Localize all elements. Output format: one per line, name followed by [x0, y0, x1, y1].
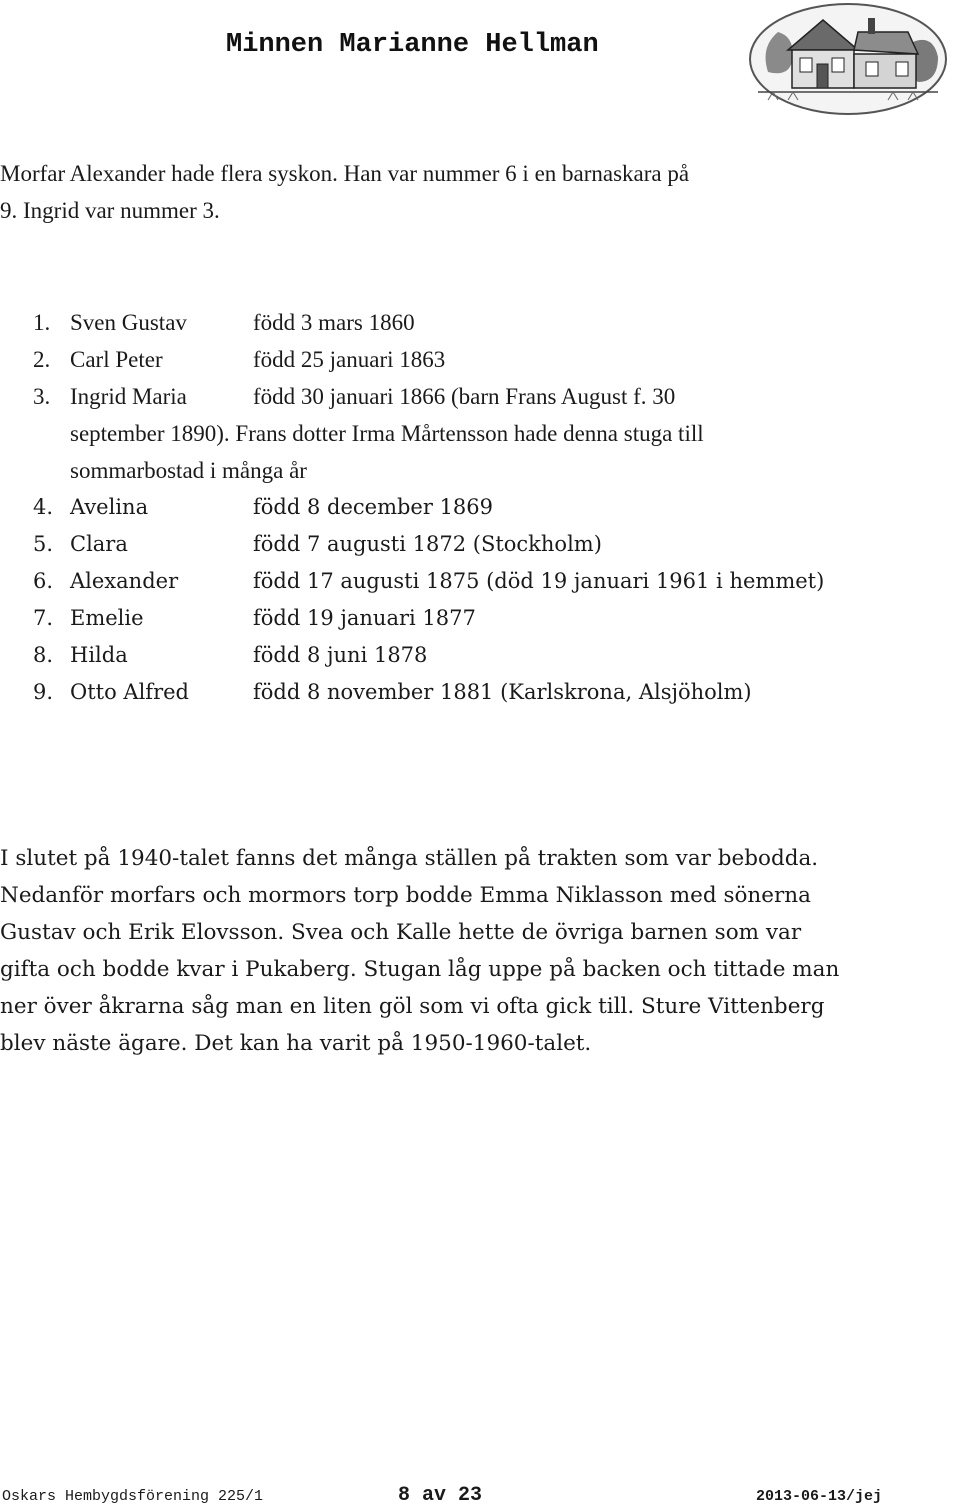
item-number: 7. — [33, 606, 54, 630]
sibling-name: Avelina — [70, 495, 149, 519]
sibling-birth: född 8 november 1881 (Karlskrona, Alsjöholm) — [253, 680, 752, 704]
sibling-name: Hilda — [70, 643, 128, 667]
item-number: 9. — [33, 680, 54, 704]
siblings-list — [0, 304, 940, 711]
page-header-title: Minnen Marianne Hellman — [226, 30, 599, 60]
list-item — [0, 674, 940, 711]
sibling-name: Carl Peter — [70, 347, 163, 372]
sibling-birth: född 8 juni 1878 — [253, 643, 428, 667]
item-number: 6. — [33, 569, 54, 593]
sibling-name: Alexander — [70, 569, 179, 593]
closing-line: blev näste ägare. Det kan ha varit på 1950-1960-talet. — [0, 1031, 592, 1056]
footer-date: 2013-06-13/jej — [755, 1488, 882, 1505]
note-line: september 1890). Frans dotter Irma Mårtensson hade denna stuga till — [70, 421, 704, 446]
sibling-birth: född 3 mars 1860 — [253, 310, 415, 335]
list-item — [0, 637, 940, 674]
item-number: 3. — [33, 384, 51, 409]
page-number: 8 av 23 — [398, 1484, 483, 1507]
list-item — [0, 600, 940, 637]
closing-line: gifta och bodde kvar i Pukaberg. Stugan låg uppe på backen och tittade man — [0, 957, 840, 982]
list-item — [0, 341, 940, 378]
list-item — [0, 378, 940, 489]
sibling-name: Ingrid Maria — [70, 384, 187, 409]
list-item — [0, 526, 940, 563]
item-number: 1. — [33, 310, 51, 335]
closing-line: ner över åkrarna såg man en liten göl som vi ofta gick till. Sture Vittenberg — [0, 994, 825, 1019]
list-item — [0, 489, 940, 526]
closing-line: Gustav och Erik Elovsson. Svea och Kalle hette de övriga barnen som var — [0, 920, 802, 945]
footer-organization: Oskars Hembygdsförening 225/1 — [2, 1488, 264, 1505]
sibling-birth: född 25 januari 1863 — [253, 347, 446, 372]
sibling-name: Emelie — [70, 606, 144, 630]
sibling-birth: född 30 januari 1866 (barn Frans August f. 30 — [253, 384, 676, 409]
closing-paragraph — [0, 840, 900, 1062]
sibling-name: Otto Alfred — [70, 680, 189, 704]
sibling-name: Sven Gustav — [70, 310, 187, 335]
closing-line: I slutet på 1940-talet fanns det många ställen på trakten som var bebodda. — [0, 846, 819, 871]
sibling-birth: född 8 december 1869 — [253, 495, 494, 519]
list-item — [0, 563, 940, 600]
item-number: 4. — [33, 495, 54, 519]
intro-line: 9. Ingrid var nummer 3. — [0, 198, 220, 223]
house-sketch-icon — [748, 2, 948, 116]
item-number: 5. — [33, 532, 54, 556]
sibling-name: Clara — [70, 532, 128, 556]
note-line: sommarbostad i många år — [70, 458, 307, 483]
closing-line: Nedanför morfars och mormors torp bodde Emma Niklasson med sönerna — [0, 883, 811, 908]
sibling-birth: född 17 augusti 1875 (död 19 januari 1961 i hemmet) — [253, 569, 825, 593]
sibling-birth: född 19 januari 1877 — [253, 606, 476, 630]
list-item — [0, 304, 940, 341]
page-footer — [0, 1484, 960, 1506]
intro-paragraph — [0, 155, 900, 229]
sibling-birth: född 7 augusti 1872 (Stockholm) — [253, 532, 602, 556]
item-number: 2. — [33, 347, 51, 372]
intro-line: Morfar Alexander hade flera syskon. Han var nummer 6 i en barnaskara på — [0, 161, 690, 186]
item-number: 8. — [33, 643, 54, 667]
